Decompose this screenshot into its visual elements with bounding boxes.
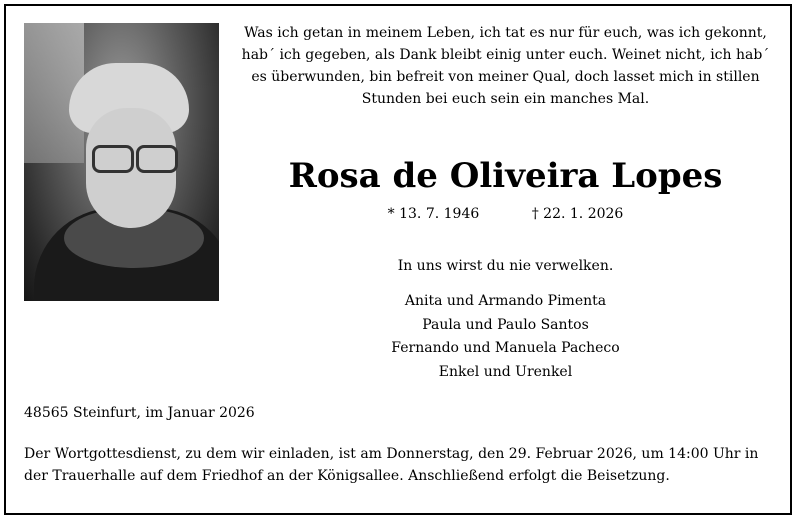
poem-line: Was ich getan in meinem Leben, ich tat es nur für euch, was ich gekonnt, (244, 25, 767, 41)
list-item: Enkel und Urenkel (438, 363, 573, 380)
deceased-name: Rosa de Oliveira Lopes (288, 156, 723, 196)
service-line: Der Wortgottesdienst, zu dem wir einladen, ist am Donnerstag, den 29. Februar 2026, um 14:00 Uhr in (24, 446, 759, 462)
memorial-poem (228, 22, 783, 110)
poem-line: es überwunden, bin befreit von meiner Qual, doch lasset mich in stillen (251, 69, 760, 85)
list-item: Fernando und Manuela Pacheco (391, 340, 620, 356)
glasses-icon (92, 145, 134, 173)
death-date: † 22. 1. 2026 (531, 206, 624, 222)
poem-line: Stunden bei euch sein ein manches Mal. (361, 91, 650, 107)
service-info (24, 443, 784, 487)
service-line: der Trauerhalle auf dem Friedhof an der Königsallee. Anschließend erfolgt die Beisetzung. (24, 468, 670, 484)
portrait-photo (24, 23, 219, 301)
place-date: 48565 Steinfurt, im Januar 2026 (24, 405, 255, 421)
list-item: Paula und Paulo Santos (422, 316, 589, 333)
life-dates (228, 203, 783, 225)
birth-date: * 13. 7. 1946 (387, 206, 480, 222)
mourners-list (228, 290, 783, 384)
list-item: Anita und Armando Pimenta (404, 293, 607, 309)
motto: In uns wirst du nie verwelken. (397, 258, 614, 274)
poem-line: hab´ ich gegeben, als Dank bleibt einig unter euch. Weinet nicht, ich hab´ (241, 47, 770, 63)
